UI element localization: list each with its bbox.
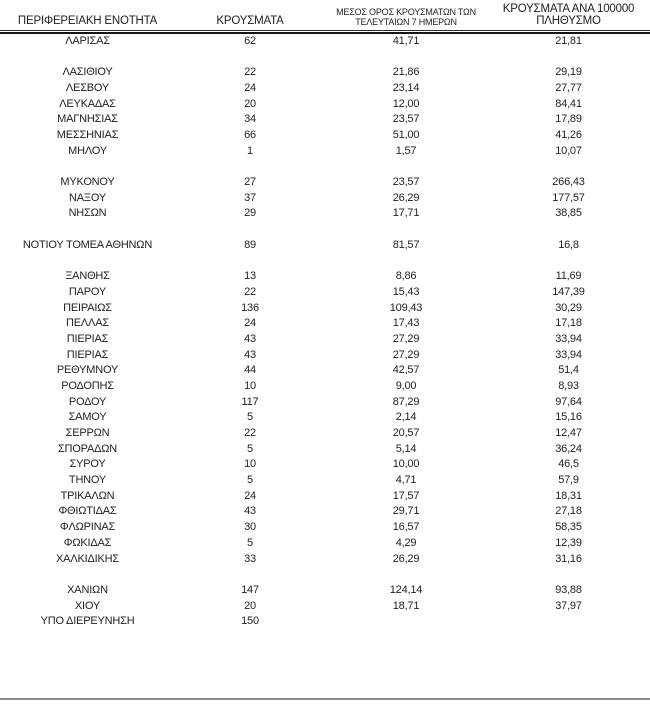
avg7-cell: 17,71 [392,207,420,220]
avg7-cell: 51,00 [392,128,420,141]
cases-cell: 37 [244,191,256,204]
per100k-cell: 36,24 [555,442,582,455]
table-row [0,536,650,552]
cases-cell: 1 [247,144,253,157]
header-rule-thin [0,30,650,31]
cases-cell: 10 [244,379,256,392]
table-row [0,520,650,536]
avg7-cell: 4,71 [395,474,417,487]
avg7-cell: 23,57 [392,113,420,126]
table-row [0,457,650,473]
region-cell: ΝΑΞΟΥ [69,191,106,204]
cases-cell: 147 [241,583,259,596]
table-row [0,285,650,301]
cases-cell: 5 [247,411,253,424]
avg7-cell: 26,29 [392,552,420,565]
avg7-cell: 4,29 [395,536,417,549]
avg7-cell: 27,29 [392,348,420,361]
cases-cell: 44 [244,364,256,377]
table-row [0,269,650,285]
region-cell: ΝΟΤΙΟΥ ΤΟΜΕΑ ΑΘΗΝΩΝ [22,238,153,251]
table-row [0,112,650,128]
region-cell: ΡΟΔΟΥ [68,395,107,408]
per100k-cell: 18,31 [555,489,582,502]
per100k-cell: 21,81 [555,34,582,47]
avg7-cell: 41,71 [392,34,420,47]
column-header-per-100000: ΚΡΟΥΣΜΑΤΑ ΑΝΑ 100000 ΠΛΗΘΥΣΜΟ [502,3,635,28]
cases-cell: 10 [244,458,256,471]
cases-cell: 24 [244,81,256,94]
cases-cell: 43 [244,348,256,361]
cases-cell: 43 [244,332,256,345]
table-row [0,583,650,599]
cases-cell: 22 [244,66,256,79]
table-row [0,34,650,50]
cases-cell: 30 [244,521,256,534]
table-body [0,34,650,630]
table-row [0,316,650,332]
bottom-rule [0,698,650,700]
cases-cell: 117 [241,395,259,408]
region-cell: ΧΑΝΙΩΝ [67,583,108,596]
cases-cell: 150 [241,615,259,628]
per100k-cell: 51,4 [558,364,579,377]
region-cell: ΥΠΟ ΔΙΕΡΕΥΝΗΣΗ [40,615,135,628]
avg7-cell: 23,14 [392,81,420,94]
per100k-cell: 12,47 [555,427,582,439]
per100k-cell: 37,97 [555,599,582,612]
table-row [0,238,650,254]
table-row [0,97,650,113]
per100k-cell [487,614,650,630]
table-row [0,442,650,458]
table-row [0,363,650,379]
table-row [0,504,650,520]
per100k-cell: 177,57 [552,191,585,204]
table-row [0,191,650,207]
table-row [0,65,650,81]
region-cell: ΣΕΡΡΩΝ [65,427,110,439]
spacer-row [0,567,650,583]
region-cell: ΝΗΣΩΝ [68,207,107,220]
region-cell: ΣΠΟΡΑΔΩΝ [57,442,118,455]
region-cell: ΛΑΡΙΣΑΣ [65,34,110,47]
region-cell: ΤΗΝΟΥ [68,474,107,487]
table-row [0,348,650,364]
cases-cell: 89 [244,238,256,251]
avg7-cell [325,614,487,630]
region-cell: ΦΘΙΩΤΙΔΑΣ [58,505,117,518]
per100k-cell: 46,5 [558,458,579,471]
column-header-cases: ΚΡΟΥΣΜΑΤΑ [216,15,284,28]
per100k-cell: 33,94 [555,332,582,345]
per100k-cell: 33,94 [555,348,582,361]
cases-cell: 20 [244,97,256,110]
table-header-row [0,0,650,30]
per100k-cell: 29,19 [555,66,582,79]
table-row [0,175,650,191]
avg7-cell: 27,29 [392,332,420,345]
avg7-cell: 17,57 [392,489,420,502]
cases-cell: 24 [244,489,256,502]
spacer-row [0,253,650,269]
table-row [0,552,650,568]
per100k-cell: 147,39 [552,285,585,298]
per100k-cell: 11,69 [555,270,582,283]
cases-cell: 13 [244,270,256,283]
avg7-cell: 9,00 [395,379,417,392]
avg7-cell: 23,57 [392,176,420,188]
per100k-cell: 266,43 [552,176,585,188]
region-cell: ΠΙΕΡΙΑΣ [66,348,109,361]
avg7-cell: 5,14 [395,442,417,455]
per100k-cell: 8,93 [558,379,579,392]
per100k-cell: 17,89 [555,113,582,126]
region-cell: ΠΕΙΡΑΙΩΣ [63,301,112,314]
region-cell: ΠΑΡΟΥ [68,285,107,298]
region-cell: ΛΕΣΒΟΥ [65,81,110,94]
avg7-cell: 124,14 [389,583,423,596]
per100k-cell: 12,39 [555,536,582,549]
avg7-cell: 81,57 [392,238,420,251]
table-row [0,128,650,144]
cases-cell: 24 [244,317,256,330]
avg7-cell: 29,71 [392,505,420,518]
avg7-cell: 17,43 [392,317,420,330]
cases-cell: 43 [244,505,256,518]
avg7-cell: 1,57 [395,144,417,157]
per100k-cell: 41,26 [555,128,582,141]
per100k-cell: 57,9 [558,474,579,487]
column-header-region: ΠΕΡΙΦΕΡΕΙΑΚΗ ΕΝΟΤΗΤΑ [17,15,158,28]
avg7-cell: 87,29 [392,395,420,408]
avg7-cell: 15,43 [392,285,420,298]
per100k-cell: 16,8 [558,238,579,251]
table-row [0,144,650,160]
table-row [0,599,650,615]
region-cell: ΜΑΓΝΗΣΙΑΣ [57,113,118,126]
table-row [0,410,650,426]
region-cell: ΡΕΘΥΜΝΟΥ [56,364,119,377]
cases-cell: 62 [244,34,256,47]
region-cell: ΜΥΚΟΝΟΥ [60,176,115,188]
cases-cell: 27 [244,176,256,188]
table-row [0,614,650,630]
cases-cell: 5 [247,442,253,455]
per100k-cell: 93,88 [555,583,582,596]
table-row [0,332,650,348]
per100k-cell: 97,64 [555,395,582,408]
region-cell: ΡΟΔΟΠΗΣ [61,379,114,392]
column-header-7day-average: ΜΕΣΟΣ ΟΡΟΣ ΚΡΟΥΣΜΑΤΩΝ ΤΩΝ ΤΕΛΕΥΤΑΙΩΝ 7 ΗΜΕΡΩΝ [336,7,476,28]
table-row [0,379,650,395]
cases-cell: 22 [244,285,256,298]
per100k-cell: 10,07 [555,144,582,157]
region-cell: ΛΑΣΙΘΙΟΥ [62,66,113,79]
cases-cell: 29 [244,207,256,220]
per100k-cell: 27,18 [555,505,582,518]
per100k-cell: 38,85 [555,207,582,220]
per100k-cell: 27,77 [555,81,582,94]
table-row [0,206,650,222]
region-cell: ΦΛΩΡΙΝΑΣ [59,521,116,534]
spacer-row [0,159,650,175]
cases-cell: 66 [244,128,256,141]
per100k-cell: 15,16 [555,411,582,424]
avg7-cell: 18,71 [392,599,420,612]
per100k-cell: 30,29 [555,301,582,314]
region-cell: ΜΕΣΣΗΝΙΑΣ [56,128,119,141]
per100k-cell: 84,41 [555,97,582,110]
avg7-cell: 10,00 [392,458,420,471]
region-cell: ΜΗΛΟΥ [68,144,107,157]
table-row [0,395,650,411]
region-cell: ΞΑΝΘΗΣ [65,270,110,283]
avg7-cell: 12,00 [392,97,420,110]
avg7-cell: 26,29 [392,191,420,204]
avg7-cell: 2,14 [395,411,417,424]
region-cell: ΛΕΥΚΑΔΑΣ [59,97,116,110]
avg7-cell: 42,57 [392,364,420,377]
avg7-cell: 16,57 [392,521,420,534]
region-cell: ΤΡΙΚΑΛΩΝ [60,489,115,502]
region-cell: ΧΙΟΥ [74,599,101,612]
cases-cell: 136 [241,301,259,314]
table-row [0,301,650,317]
cases-cell: 5 [247,536,253,549]
region-cell: ΧΑΛΚΙΔΙΚΗΣ [56,552,119,565]
cases-cell: 20 [244,599,256,612]
per100k-cell: 17,18 [555,317,582,330]
cases-cell: 22 [244,427,256,439]
table-row [0,473,650,489]
table-row [0,489,650,505]
avg7-cell: 21,86 [392,66,420,79]
region-cell: ΦΩΚΙΔΑΣ [63,536,112,549]
region-cell: ΠΙΕΡΙΑΣ [66,332,109,345]
avg7-cell: 8,86 [395,270,417,283]
region-cell: ΠΕΛΛΑΣ [66,317,109,330]
avg7-cell: 109,43 [389,301,423,314]
spacer-row [0,50,650,66]
cases-cell: 5 [247,474,253,487]
cases-cell: 34 [244,113,256,126]
region-cell: ΣΥΡΟΥ [69,458,106,471]
region-cell: ΣΑΜΟΥ [68,411,107,424]
table-row [0,426,650,442]
per100k-cell: 31,16 [555,552,582,565]
spacer-row [0,222,650,238]
table-row [0,81,650,97]
per100k-cell: 58,35 [555,521,582,534]
cases-cell: 33 [244,552,256,565]
avg7-cell: 20,57 [392,427,420,439]
